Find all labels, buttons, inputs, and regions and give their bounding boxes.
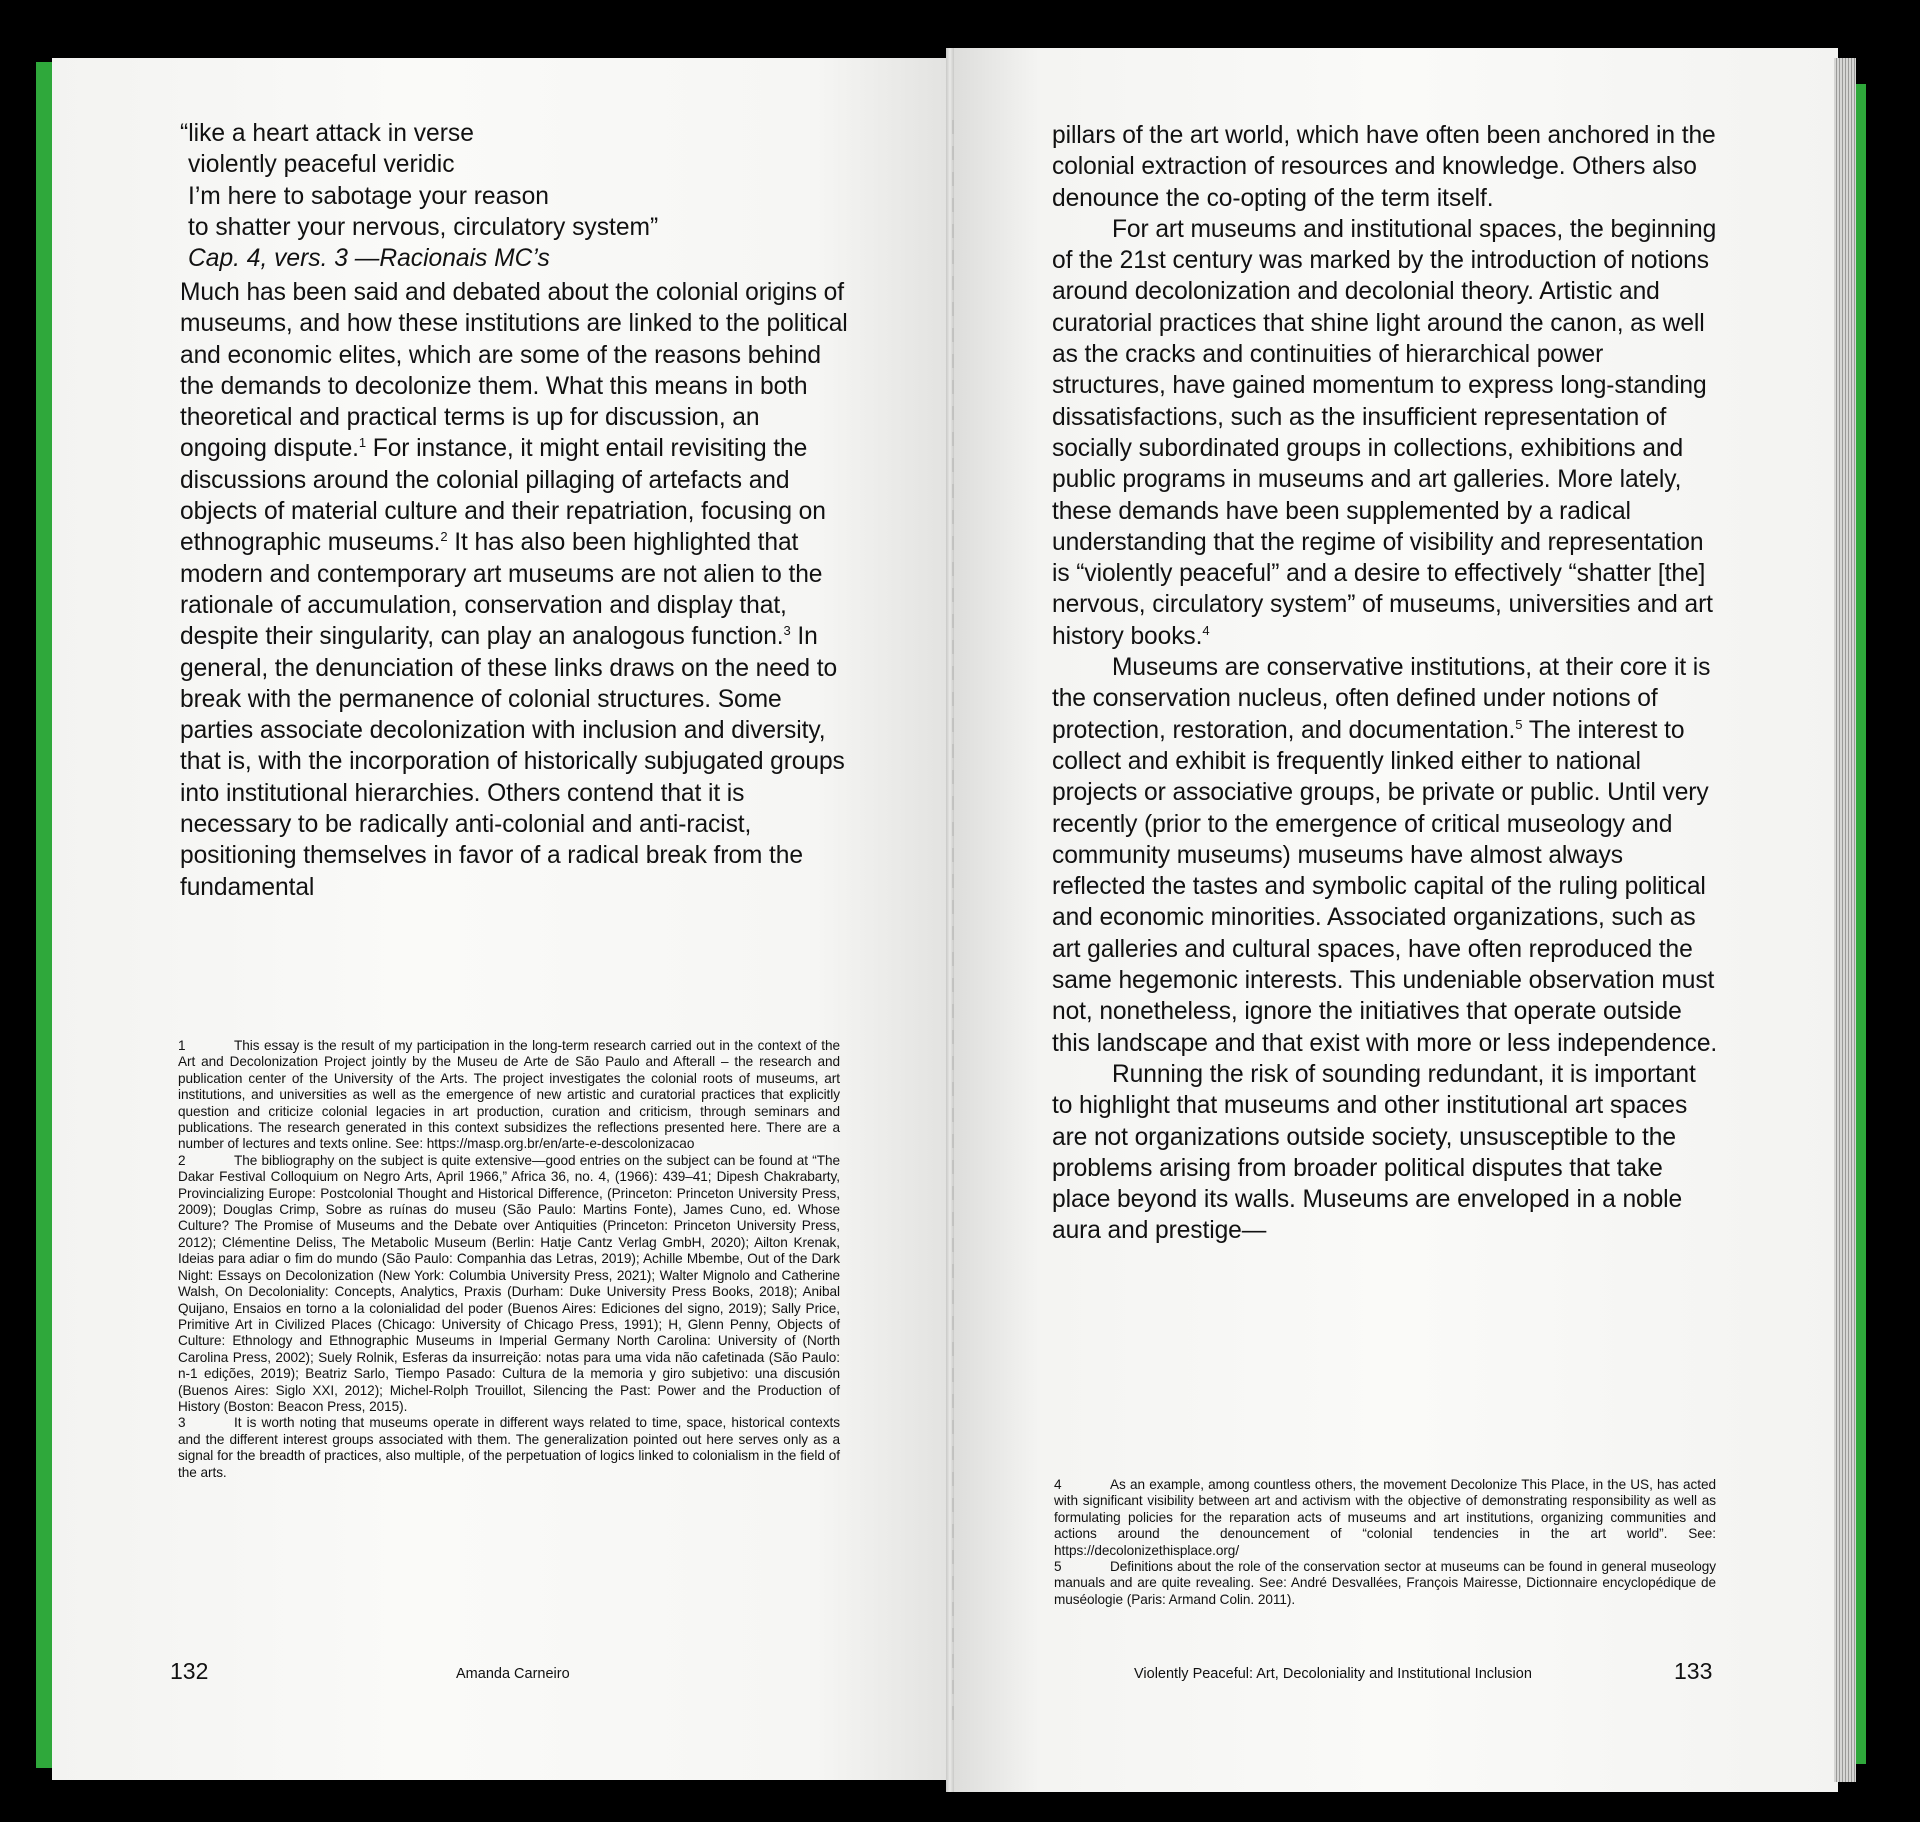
page-number-left: 132 <box>170 1658 209 1684</box>
footnote: 2 The bibliography on the subject is quite extensive—good entries on the subject can be found at “The Dakar Festival Colloquium on Negro Arts, April 1966,” Africa 36, no. 4, (1966): 439–41; Dipesh Chakrabarty, Provincializing Europe: Postcolonial Thought and Historical Difference, (Princeton: Princeton University Press, 2009); Douglas Crimp, Sobre as ruínas do museu (São Paulo: Martins Fonte), James Cuno, ed. Whose Culture? The Promise of Museums and the Debate over Antiquities (Princeton: Princeton University Press, 2012); Clémentine Deliss, The Metabolic Museum (Berlin: Hatje Cantz Verlag GmbH, 2020); Ailton Krenak, Ideias para adiar o fim do mundo (São Paulo: Companhia das Letras, 2019); Achille Mbembe, Out of the Dark Night: Essays on Decolonization (New York: Columbia University Press, 2021); Walter Mignolo and Catherine Walsh, On Decoloniality: Concepts, Analytics, Praxis (Durham: Duke University Press Books, 2018); Anibal Quijano, Ensaios en torno a la colonialidad del poder (Buenos Aires: Ediciones del signo, 2019); Sally Price, Primitive Art in Civilized Places (Chicago: University of Chicago Press, 1991); H, Glenn Penny, Objects of Culture: Ethnology and Ethnographic Museums in Imperial Germany North Carolina: University of (North Carolina Press, 2002); Suely Rolnik, Esferas da insurreição: notas para uma vida não cafetinada (São Paulo: n-1 edições, 2019); Beatriz Sarlo, Tiempo Pasado: Cultura de la memoria y giro subjetivo: una discusión (Buenos Aires: Siglo XXI, 2012); Michel-Rolph Trouillot, Silencing the Past: Power and the Production of History (Boston: Beacon Press, 2015). <box>178 1152 840 1414</box>
footnote-number: 5 <box>1054 1559 1062 1575</box>
body-paragraph: Running the risk of sounding redundant, it is important to highlight that museums and other institutional art spaces are not organizations outside society, unsusceptible to the problems arising from broader political disputes that take place beyond its walls. Museums are enveloped in a noble aura and prestige— <box>1052 1060 1696 1245</box>
epigraph <box>180 118 880 274</box>
page-edge-stack <box>1834 58 1856 1782</box>
right-body-text <box>1052 120 1718 1247</box>
page-number-right: 133 <box>1674 1658 1713 1684</box>
footnote: 5 Definitions about the role of the conservation sector at museums can be found in general museology manuals and are quite revealing. See: André Desvallées, François Mairesse, Dictionnaire encyclopédique de muséologie (Paris: Armand Colin. 2011). <box>1054 1559 1716 1607</box>
right-footnotes <box>1054 1477 1716 1608</box>
footnote-ref[interactable]: 1 <box>358 435 367 451</box>
footnote: 1 This essay is the result of my participation in the long-term research carried out in the context of the Art and Decolonization Project jointly by the Museu de Arte de São Paulo and Afterall – the research and publication center of the University of the Arts. The project investigates the colonial roots of museums, art institutions, and universities as well as the emergence of new artistic and curatorial practices that explicitly question and criticize colonial legacies in art production, curation and criticism, through seminars and publications. The research generated in this context subsidizes the reflections presented here. There are a number of lectures and texts online. See: https://masp.org.br/en/arte-e-descolonizacao <box>178 1038 840 1152</box>
body-paragraph: Museums are conservative institutions, at their core it is the conservation nucleus, often defined under notions of protection, restoration, and documentation.$^5$ The interest to collect and exhibit is frequently linked either to national projects or associative groups, be private or public. Until very recently (prior to the emergence of critical museology and community museums) museums have almost always reflected the tastes and symbolic capital of the ruling political and economic minorities. Associated organizations, such as art galleries and cultural spaces, have often reproduced the same hegemonic interests. This undeniable observation must not, nonetheless, ignore the initiatives that operate outside this landscape and that exist with more or less independence. <box>1052 654 1718 1057</box>
footnote-number: 3 <box>178 1415 186 1431</box>
footnote: 3 It is worth noting that museums operate in different ways related to time, space, historical contexts and the different interest groups associated with them. The generalization pointed out here serves only as a signal for the breadth of practices, also multiple, of the perpetuation of logics linked to colonialism in the field of the arts. <box>178 1415 840 1480</box>
binding-stitches <box>952 120 954 1720</box>
body-paragraph: Much has been said and debated about the colonial origins of museums, and how these institutions are linked to the political and economic elites, which are some of the reasons behind the demands to decolonize them. What this means in both theoretical and practical terms is up for discussion, an ongoing dispute.$^1$ For instance, it might entail revisiting the discussions around the colonial pillaging of artefacts and objects of material culture and their repatriation, focusing on ethnographic museums.$^2$ It has also been highlighted that modern and contemporary art museums are not alien to the rationale of accumulation, conservation and display that, despite their singularity, can play an analogous function.$^3$ In general, the denunciation of these links draws on the need to break with the permanence of colonial structures. Some parties associate decolonization with inclusion and diversity, that is, with the incorporation of historically subjugated groups into institutional hierarchies. Others contend that it is necessary to be radically anti-colonial and anti-racist, positioning themselves in favor of a radical break from the fundamental <box>180 279 848 901</box>
body-paragraph: For art museums and institutional spaces, the beginning of the 21st century was marked by the introduction of notions around decolonization and decolonial theory. Artistic and curatorial practices that shine light around the canon, as well as the cracks and continuities of hierarchical power structures, have gained momentum to express long-standing dissatisfactions, such as the insufficient representation of socially subordinated groups in collections, exhibitions and public programs in museums and art galleries. More lately, these demands have been supplemented by a radical understanding that the regime of visibility and representation is “violently peaceful” and a desire to effectively “shatter [the] nervous, circulatory system” of museums, universities and art history books.$^4$ <box>1052 215 1717 650</box>
epigraph-line: “like a heart attack in verse <box>180 120 474 147</box>
left-body-text <box>180 277 850 903</box>
epigraph-citation: Cap. 4, vers. 3 —Racionais MC’s <box>188 245 550 273</box>
footnote-number: 4 <box>1054 1477 1062 1492</box>
footnote-number: 2 <box>178 1152 186 1168</box>
footnote-ref[interactable]: 5 <box>1515 716 1523 732</box>
running-head-title: Violently Peaceful: Art, Decoloniality and Institutional Inclusion <box>1134 1666 1532 1682</box>
body-paragraph: pillars of the art world, which have often been anchored in the colonial extraction of resources and knowledge. Others also denounce the co-opting of the term itself. <box>1052 122 1716 212</box>
running-head-author: Amanda Carneiro <box>456 1666 570 1682</box>
footnote-ref[interactable]: 3 <box>783 623 791 639</box>
epigraph-line: violently peaceful veridic <box>188 151 455 179</box>
footnote-number: 1 <box>178 1038 186 1053</box>
footnote-ref[interactable]: 4 <box>1202 622 1210 638</box>
epigraph-line: to shatter your nervous, circulatory system” <box>188 213 659 241</box>
epigraph-line: I’m here to sabotage your reason <box>188 182 549 210</box>
footnote-ref[interactable]: 2 <box>440 529 448 545</box>
left-footnotes <box>178 1038 840 1481</box>
footnote: 4 As an example, among countless others, the movement Decolonize This Place, in the US, has acted with significant visibility between art and activism with the objective of demonstrating responsibility as well as formulating policies for the reparation acts of museums and art institutions, organizing communities and actions around the denouncement of “colonial tendencies in the art world”. See: https://decolonizethisplace.org/ <box>1054 1477 1716 1558</box>
